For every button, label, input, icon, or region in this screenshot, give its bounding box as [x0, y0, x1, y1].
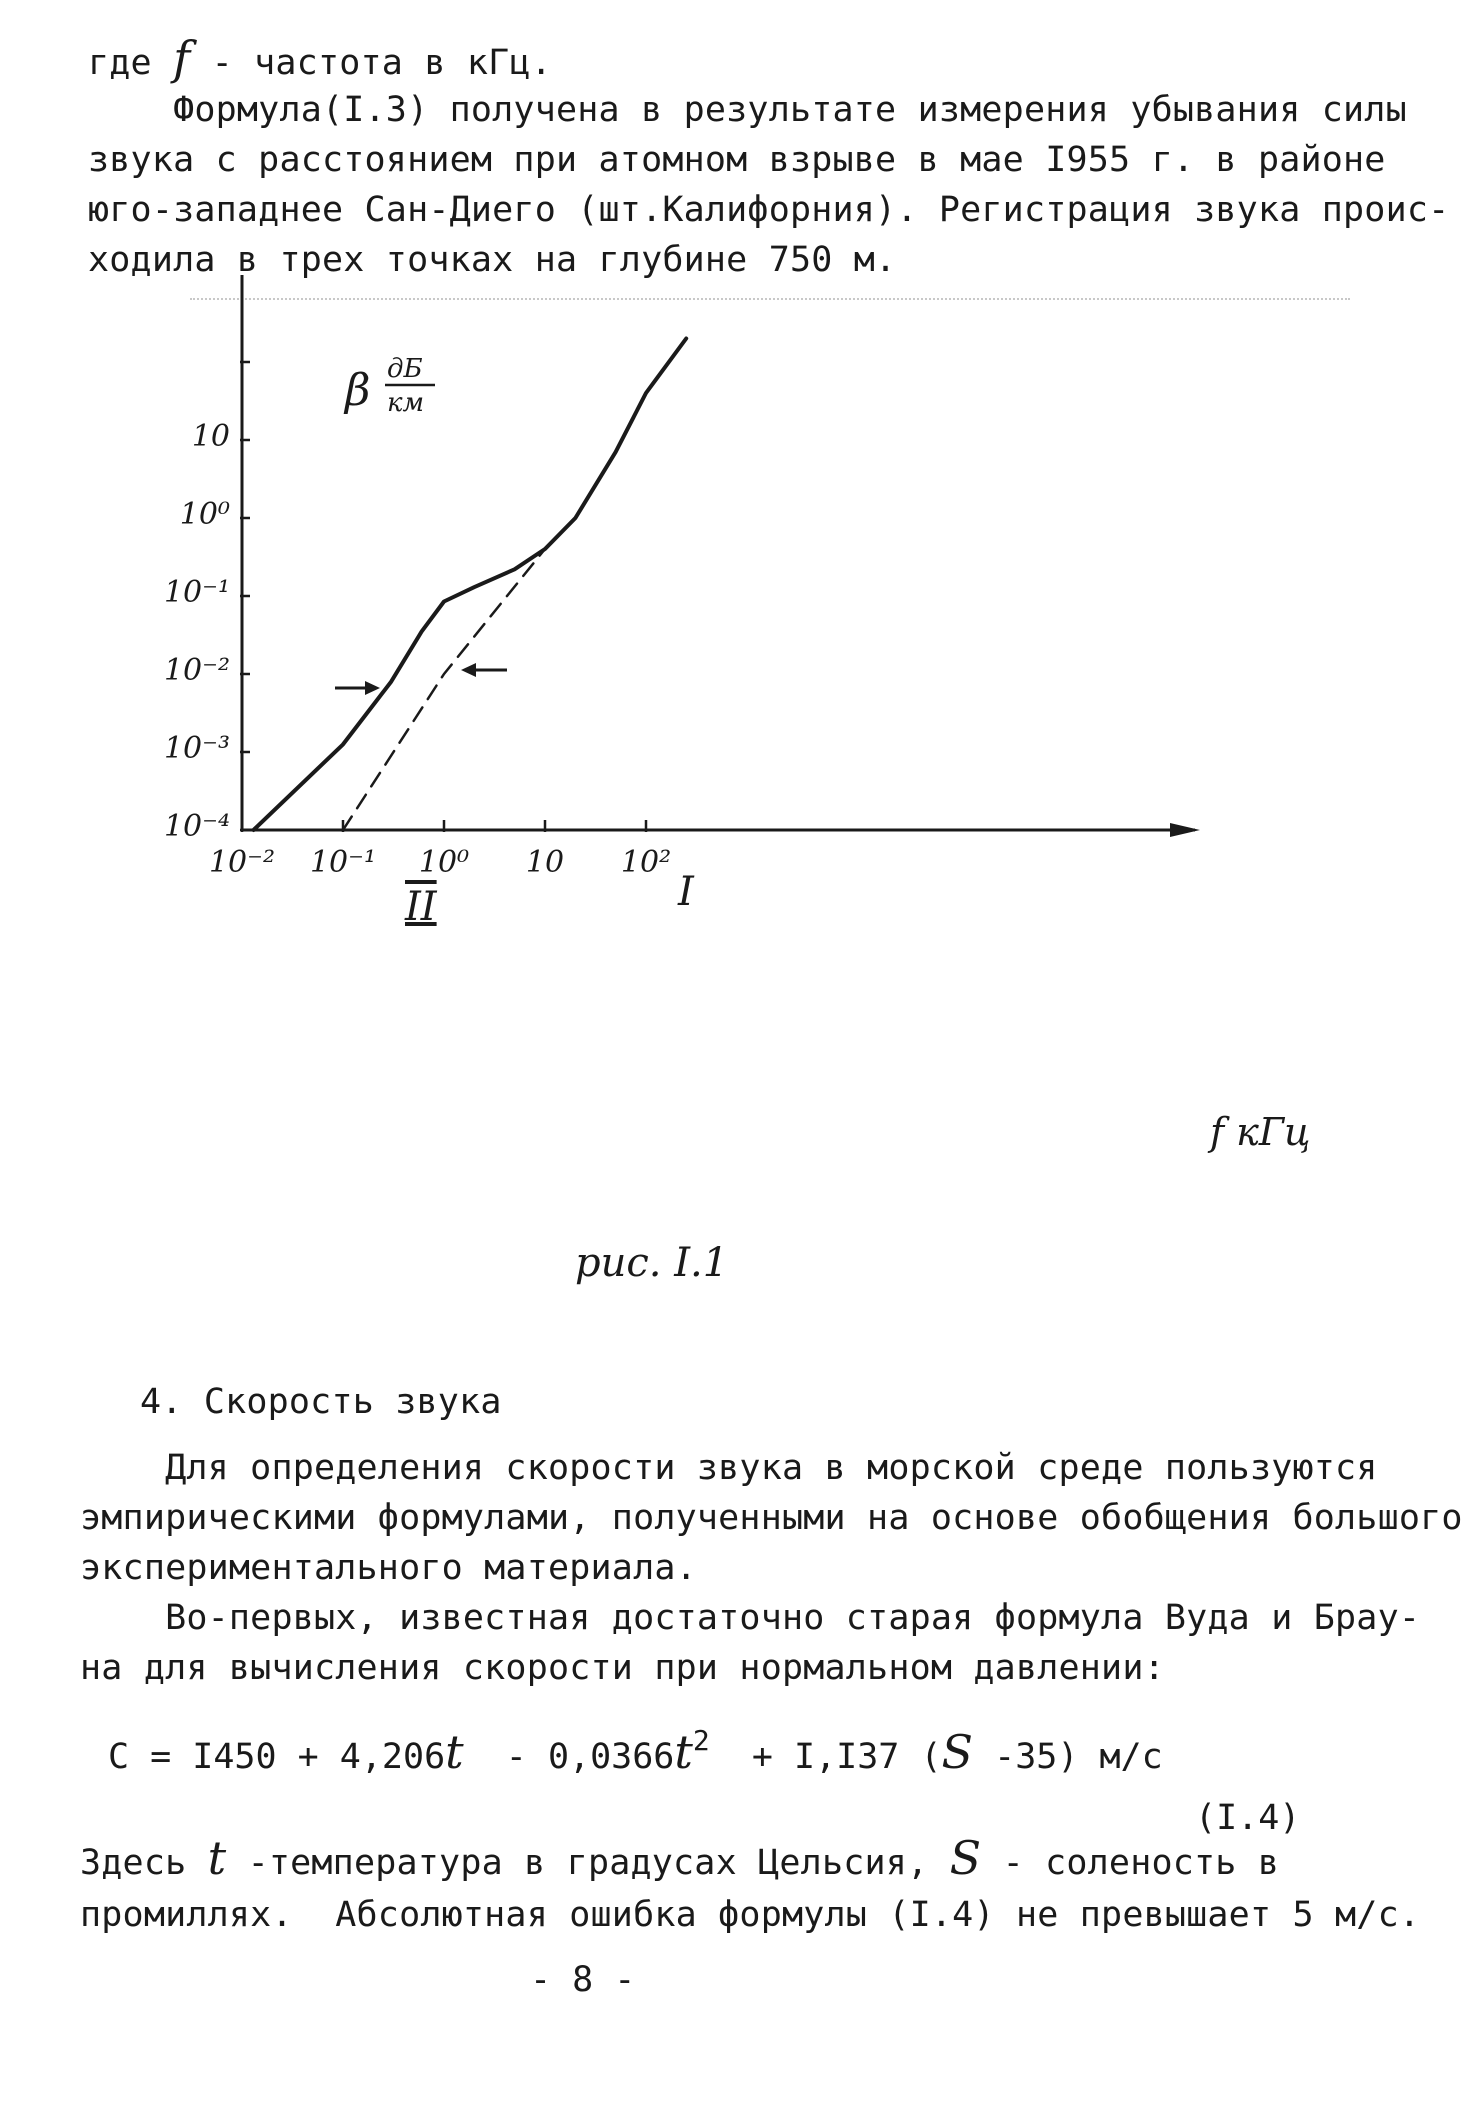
x-axis-arrow	[1170, 823, 1200, 837]
series-label-I: I	[678, 869, 694, 915]
text-fragment: Здесь	[80, 1843, 208, 1883]
chart-ticks	[164, 362, 671, 880]
y-axis-unit-denominator: км	[387, 388, 425, 418]
scan-artifact-dots	[190, 298, 1350, 300]
chart-axes	[242, 275, 1200, 837]
section-heading: 4. Скорость звука	[140, 1382, 502, 1422]
figure-caption: рис. I.1	[575, 1240, 729, 1286]
text-line-3: звука с расстоянием при атомном взрыве в мае I955 г. в районе	[88, 140, 1386, 180]
x-tick-label: 10	[525, 845, 565, 880]
formula-number: (I.4)	[1195, 1798, 1301, 1838]
arrow-II-head	[365, 681, 380, 695]
text-fragment: -температура в градусах Цельсия,	[226, 1843, 950, 1883]
formula-text: С = I450 + 4,206	[108, 1737, 446, 1777]
y-tick-label: 10⁻³	[163, 731, 230, 766]
symbol-t: t	[445, 1725, 464, 1779]
text-fragment: - соленость в	[981, 1843, 1280, 1883]
x-tick-label: 10⁻²	[208, 845, 276, 880]
text-line-1	[88, 31, 552, 85]
paragraph-1-line-1: Для определения скорости звука в морской среде пользуются	[80, 1448, 1378, 1488]
y-tick-label: 10	[191, 419, 230, 454]
text-line-2: Формула(I.3) получена в результате измерения убывания силы	[88, 90, 1407, 130]
paragraph-2-line-2: на для вычисления скорости при нормальном давлении:	[80, 1648, 1165, 1688]
x-tick-label: 10⁻¹	[309, 845, 377, 880]
y-tick-label: 10⁻²	[163, 653, 230, 688]
paragraph-1-line-3: экспериментального материала.	[80, 1548, 697, 1588]
formula-text: - 0,0366	[463, 1737, 675, 1777]
arrow-I-head	[461, 663, 476, 677]
paragraph-1-line-2: эмпирическими формулами, полученными на основе обобщения большого	[80, 1498, 1463, 1538]
symbol-t: t	[207, 1831, 227, 1885]
chart-series	[254, 339, 687, 831]
formula-text: -35) м/с	[973, 1737, 1163, 1777]
y-tick-label: 10⁰	[179, 497, 230, 532]
explanation-line-2: промиллях. Абсолютная ошибка формулы (I.4) не превышает 5 м/с.	[80, 1895, 1421, 1935]
chart-labels	[343, 354, 1311, 1154]
y-axis-unit-numerator: дБ	[387, 354, 423, 384]
symbol-s: S	[941, 1725, 974, 1779]
symbol-s: S	[949, 1831, 982, 1885]
superscript-2: 2	[692, 1724, 710, 1757]
series-line-II	[254, 339, 687, 831]
paragraph-2-line-1: Во-первых, известная достаточно старая формула Вуда и Брау-	[80, 1598, 1421, 1638]
text-fragment: где	[88, 43, 174, 83]
x-axis-label: f кГц	[1210, 1110, 1311, 1154]
explanation-line-1	[80, 1831, 1280, 1885]
symbol-t-squared: t	[674, 1725, 693, 1779]
y-tick-label: 10⁻⁴	[163, 809, 230, 844]
series-label-II: II	[405, 884, 437, 930]
text-fragment: - частота в кГц.	[190, 43, 552, 83]
formula-line	[108, 1724, 1163, 1779]
y-axis-symbol: β	[345, 365, 371, 416]
page-number: - 8 -	[530, 1960, 636, 2000]
attenuation-chart	[163, 315, 1335, 1315]
symbol-f: f	[173, 31, 191, 85]
x-tick-label: 10²	[620, 845, 672, 880]
text-line-4: юго-западнее Сан-Диего (шт.Калифорния). Регистрация звука проис-	[88, 190, 1450, 230]
x-tick-label: 10⁰	[418, 845, 470, 880]
formula-text: + I,I37 (	[709, 1737, 942, 1777]
text-line-5: ходила в трех точках на глубине 750 м.	[88, 240, 897, 280]
y-tick-label: 10⁻¹	[163, 575, 230, 610]
